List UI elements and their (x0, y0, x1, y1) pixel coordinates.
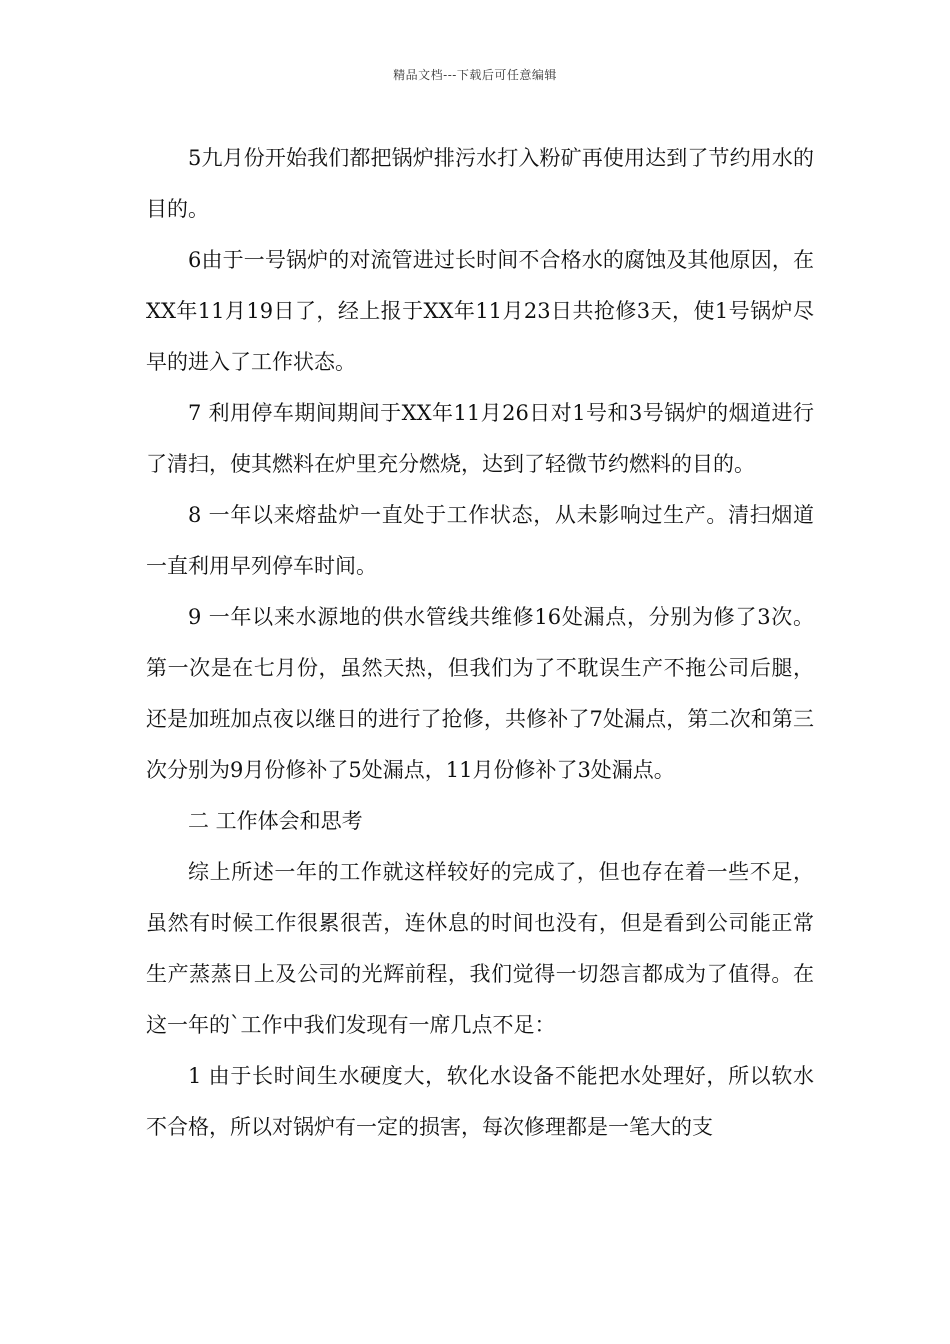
paragraph-item-7: 7 利用停车期间期间于XX年11月26日对1号和3号锅炉的烟道进行了清扫，使其燃料在炉里充分燃烧，达到了轻微节约燃料的目的。 (146, 401, 814, 476)
paragraph-item-6: 6由于一号锅炉的对流管进过长时间不合格水的腐蚀及其他原因，在XX年11月19日了，经上报于XX年11月23日共抢修3天，使1号锅炉尽早的进入了工作状态。 (146, 248, 814, 374)
page-header: 精品文档---下载后可任意编辑 (393, 68, 557, 82)
paragraph-item-9: 9 一年以来水源地的供水管线共维修16处漏点，分别为修了3次。第一次是在七月份，虽然天热，但我们为了不耽误生产不拖公司后腿，还是加班加点夜以继日的进行了抢修，共修补了7处漏点，第二次和第三次分别为9月份修补了5处漏点，11月份修补了3处漏点。 (146, 605, 814, 782)
shortcoming-item-1: 1 由于长时间生水硬度大，软化水设备不能把水处理好，所以软水不合格，所以对锅炉有一定的损害，每次修理都是一笔大的支 (146, 1064, 814, 1139)
summary-paragraph: 综上所述一年的工作就这样较好的完成了，但也存在着一些不足，虽然有时候工作很累很苦，连休息的时间也没有，但是看到公司能正常生产蒸蒸日上及公司的光辉前程，我们觉得一切怨言都成为了值得。在这一年的`工作中我们发现有一席几点不足： (146, 860, 814, 1037)
document-body (146, 133, 814, 1153)
paragraph-item-8: 8 一年以来熔盐炉一直处于工作状态，从未影响过生产。清扫烟道一直利用早列停车时间。 (146, 503, 814, 578)
paragraph-item-5: 5九月份开始我们都把锅炉排污水打入粉矿再使用达到了节约用水的目的。 (146, 146, 814, 221)
section-heading: 二 工作体会和思考 (188, 809, 363, 833)
